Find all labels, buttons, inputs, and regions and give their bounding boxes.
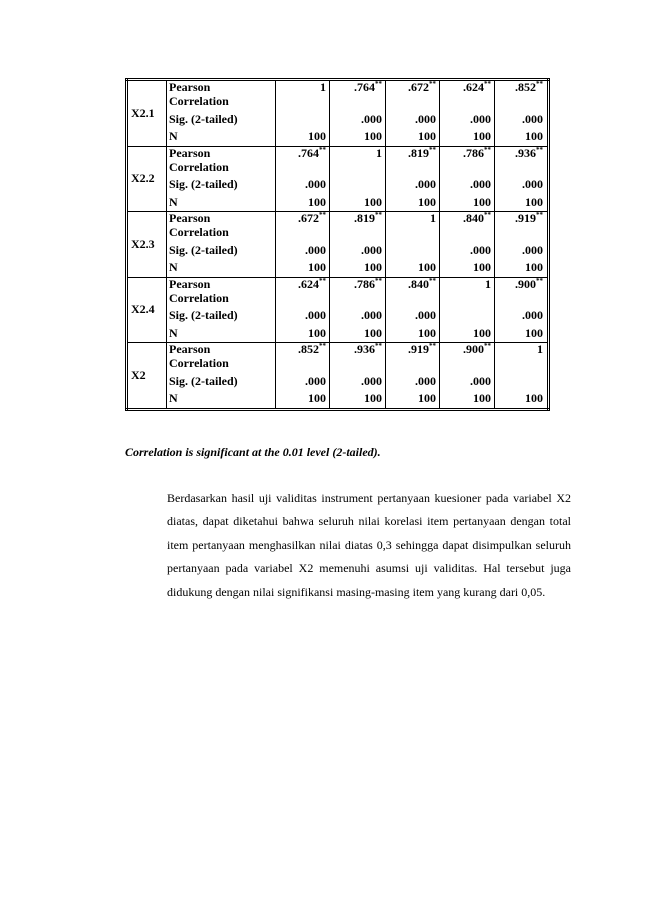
correlation-label: Correlation xyxy=(167,355,276,373)
significance-stars: ** xyxy=(484,342,491,350)
significance-stars: ** xyxy=(536,276,543,285)
pearson-label: Pearson xyxy=(167,343,276,356)
correlation-label: Correlation xyxy=(167,224,276,242)
pearson-value xyxy=(276,277,330,307)
significance-stars: ** xyxy=(484,80,491,88)
significance-stars: ** xyxy=(429,276,436,285)
sig-value: .000 xyxy=(522,308,543,322)
pearson-value xyxy=(330,343,386,373)
n-value: 100 xyxy=(386,194,440,212)
conclusion-paragraph: Berdasarkan hasil uji validitas instrument pertanyaan kuesioner pada variabel X2 diatas, dapat diketahui bahwa seluruh nilai korelasi item pertanyaan dengan total item pertanyaan menghasilkan nilai diatas 0,3 sehingga dapat disimpulkan seluruh pertanyaan pada variabel X2 memenuhi asumsi uji validitas. Hal tersebut juga didukung dengan nilai signifikansi masing-masing item yang kurang dari 0,05. xyxy=(167,491,571,599)
significance-stars: ** xyxy=(319,211,326,219)
table-row xyxy=(127,128,549,146)
pearson-value xyxy=(276,80,330,111)
pearson-number: 1 xyxy=(485,276,491,291)
significance-stars: ** xyxy=(375,276,382,285)
pearson-label: Pearson xyxy=(167,80,276,94)
pearson-number: .919 xyxy=(408,342,429,356)
n-value: 100 xyxy=(440,259,495,277)
sig-value: .000 xyxy=(522,111,543,126)
pearson-label: Pearson xyxy=(167,212,276,225)
n-value: 100 xyxy=(525,325,543,340)
pearson-number: .852 xyxy=(515,80,536,94)
pearson-label: Pearson xyxy=(167,277,276,290)
significance-stars: ** xyxy=(536,80,543,88)
sig-value: .000 xyxy=(276,242,330,260)
sig-value xyxy=(386,242,440,260)
pearson-value xyxy=(495,343,549,373)
pearson-value xyxy=(440,343,495,373)
pearson-value xyxy=(330,146,386,176)
pearson-number: .936 xyxy=(354,342,375,356)
n-label: N xyxy=(167,259,276,277)
pearson-value xyxy=(440,277,495,307)
sig-label: Sig. (2-tailed) xyxy=(167,111,276,129)
n-value: 100 xyxy=(330,194,386,212)
pearson-value xyxy=(276,343,330,373)
n-value: 100 xyxy=(386,325,440,343)
pearson-value xyxy=(495,80,549,111)
n-value: 100 xyxy=(386,128,440,146)
table-row xyxy=(127,325,549,343)
pearson-number: 1 xyxy=(320,80,326,94)
significance-note: Correlation is significant at the 0.01 level (2-tailed). xyxy=(125,445,381,459)
pearson-number: .900 xyxy=(463,342,484,356)
n-value: 100 xyxy=(525,260,543,274)
pearson-number: .840 xyxy=(463,211,484,225)
sig-label: Sig. (2-tailed) xyxy=(167,176,276,194)
pearson-number: .840 xyxy=(408,276,429,291)
sig-label: Sig. (2-tailed) xyxy=(167,307,276,325)
pearson-value xyxy=(440,146,495,176)
sig-value: .000 xyxy=(522,242,543,257)
sig-value xyxy=(330,176,386,194)
table-row xyxy=(127,176,549,194)
pearson-number: .819 xyxy=(354,211,375,225)
pearson-value xyxy=(330,80,386,111)
table-row xyxy=(127,307,549,325)
n-value: 100 xyxy=(330,259,386,277)
table-row xyxy=(127,146,549,159)
n-label: N xyxy=(167,325,276,343)
n-value: 100 xyxy=(330,390,386,409)
sig-value xyxy=(276,111,330,129)
n-value: 100 xyxy=(440,128,495,146)
significance-stars: ** xyxy=(375,211,382,219)
significance-stars: ** xyxy=(375,342,382,350)
significance-stars: ** xyxy=(319,145,326,154)
pearson-value xyxy=(330,212,386,242)
n-label: N xyxy=(167,194,276,212)
variable-name: X2.2 xyxy=(127,146,167,212)
significance-stars: ** xyxy=(536,145,543,154)
pearson-number: .786 xyxy=(463,145,484,160)
pearson-number: .936 xyxy=(515,145,536,160)
n-value: 100 xyxy=(330,325,386,343)
sig-value: .000 xyxy=(276,307,330,325)
sig-value: .000 xyxy=(330,373,386,391)
n-value: 100 xyxy=(440,390,495,409)
table-row xyxy=(127,373,549,391)
sig-value: .000 xyxy=(330,307,386,325)
sig-value: .000 xyxy=(386,111,440,129)
significance-stars: ** xyxy=(429,80,436,88)
n-value: 100 xyxy=(386,259,440,277)
n-label: N xyxy=(167,390,276,409)
pearson-number: .624 xyxy=(463,80,484,94)
table-row xyxy=(127,80,549,94)
n-value: 100 xyxy=(276,259,330,277)
pearson-value xyxy=(386,343,440,373)
pearson-value xyxy=(330,277,386,307)
table-row xyxy=(127,390,549,409)
variable-name: X2 xyxy=(127,343,167,410)
sig-value: .000 xyxy=(386,373,440,391)
pearson-number: .900 xyxy=(515,276,536,291)
table-row xyxy=(127,212,549,225)
pearson-number: 1 xyxy=(430,211,436,225)
sig-value: .000 xyxy=(276,373,330,391)
table-row xyxy=(127,111,549,129)
sig-value: .000 xyxy=(330,111,386,129)
significance-stars: ** xyxy=(429,342,436,350)
sig-value: .000 xyxy=(440,111,495,129)
pearson-number: .852 xyxy=(298,342,319,356)
significance-stars: ** xyxy=(375,80,382,88)
pearson-value xyxy=(495,212,549,242)
pearson-value xyxy=(386,146,440,176)
variable-name: X2.1 xyxy=(127,80,167,147)
pearson-number: 1 xyxy=(376,145,382,160)
n-value: 100 xyxy=(386,390,440,409)
n-value: 100 xyxy=(276,128,330,146)
sig-value: .000 xyxy=(386,307,440,325)
significance-stars: ** xyxy=(319,276,326,285)
sig-value: .000 xyxy=(440,373,495,391)
n-value: 100 xyxy=(330,128,386,146)
table-row xyxy=(127,277,549,290)
significance-stars: ** xyxy=(429,145,436,154)
correlation-label: Correlation xyxy=(167,290,276,308)
sig-value xyxy=(440,307,495,325)
pearson-number: 1 xyxy=(537,342,543,356)
pearson-value xyxy=(386,277,440,307)
table-row xyxy=(127,259,549,277)
pearson-label: Pearson xyxy=(167,146,276,159)
pearson-value xyxy=(440,80,495,111)
correlation-label: Correlation xyxy=(167,93,276,111)
pearson-number: .672 xyxy=(408,80,429,94)
n-value: 100 xyxy=(525,194,543,209)
table-row xyxy=(127,194,549,212)
pearson-number: .624 xyxy=(298,276,319,291)
pearson-number: .672 xyxy=(298,211,319,225)
pearson-value xyxy=(495,277,549,307)
significance-stars: ** xyxy=(484,145,491,154)
significance-stars: ** xyxy=(484,211,491,219)
pearson-value xyxy=(386,80,440,111)
table-row xyxy=(127,242,549,260)
pearson-number: .919 xyxy=(515,211,536,225)
pearson-number: .819 xyxy=(408,145,429,160)
sig-value: .000 xyxy=(386,176,440,194)
sig-label: Sig. (2-tailed) xyxy=(167,373,276,391)
table-row xyxy=(127,343,549,356)
sig-value: .000 xyxy=(440,242,495,260)
pearson-number: .764 xyxy=(298,145,319,160)
n-value: 100 xyxy=(276,325,330,343)
n-value: 100 xyxy=(525,391,543,405)
pearson-value xyxy=(276,146,330,176)
significance-stars: ** xyxy=(536,211,543,219)
n-value: 100 xyxy=(440,194,495,212)
n-value: 100 xyxy=(525,129,543,143)
sig-value: .000 xyxy=(440,176,495,194)
n-label: N xyxy=(167,128,276,146)
pearson-number: .764 xyxy=(354,80,375,94)
n-value: 100 xyxy=(276,194,330,212)
pearson-value xyxy=(495,146,549,176)
n-value: 100 xyxy=(276,390,330,409)
pearson-number: .786 xyxy=(354,276,375,291)
correlation-table xyxy=(125,78,550,411)
sig-value xyxy=(495,373,549,391)
sig-value: .000 xyxy=(522,177,543,191)
variable-name: X2.4 xyxy=(127,277,167,343)
sig-value: .000 xyxy=(276,176,330,194)
pearson-value xyxy=(440,212,495,242)
pearson-value xyxy=(386,212,440,242)
n-value: 100 xyxy=(440,325,495,343)
pearson-value xyxy=(276,212,330,242)
sig-value: .000 xyxy=(330,242,386,260)
significance-stars: ** xyxy=(319,342,326,350)
variable-name: X2.3 xyxy=(127,212,167,278)
sig-label: Sig. (2-tailed) xyxy=(167,242,276,260)
correlation-label: Correlation xyxy=(167,159,276,177)
